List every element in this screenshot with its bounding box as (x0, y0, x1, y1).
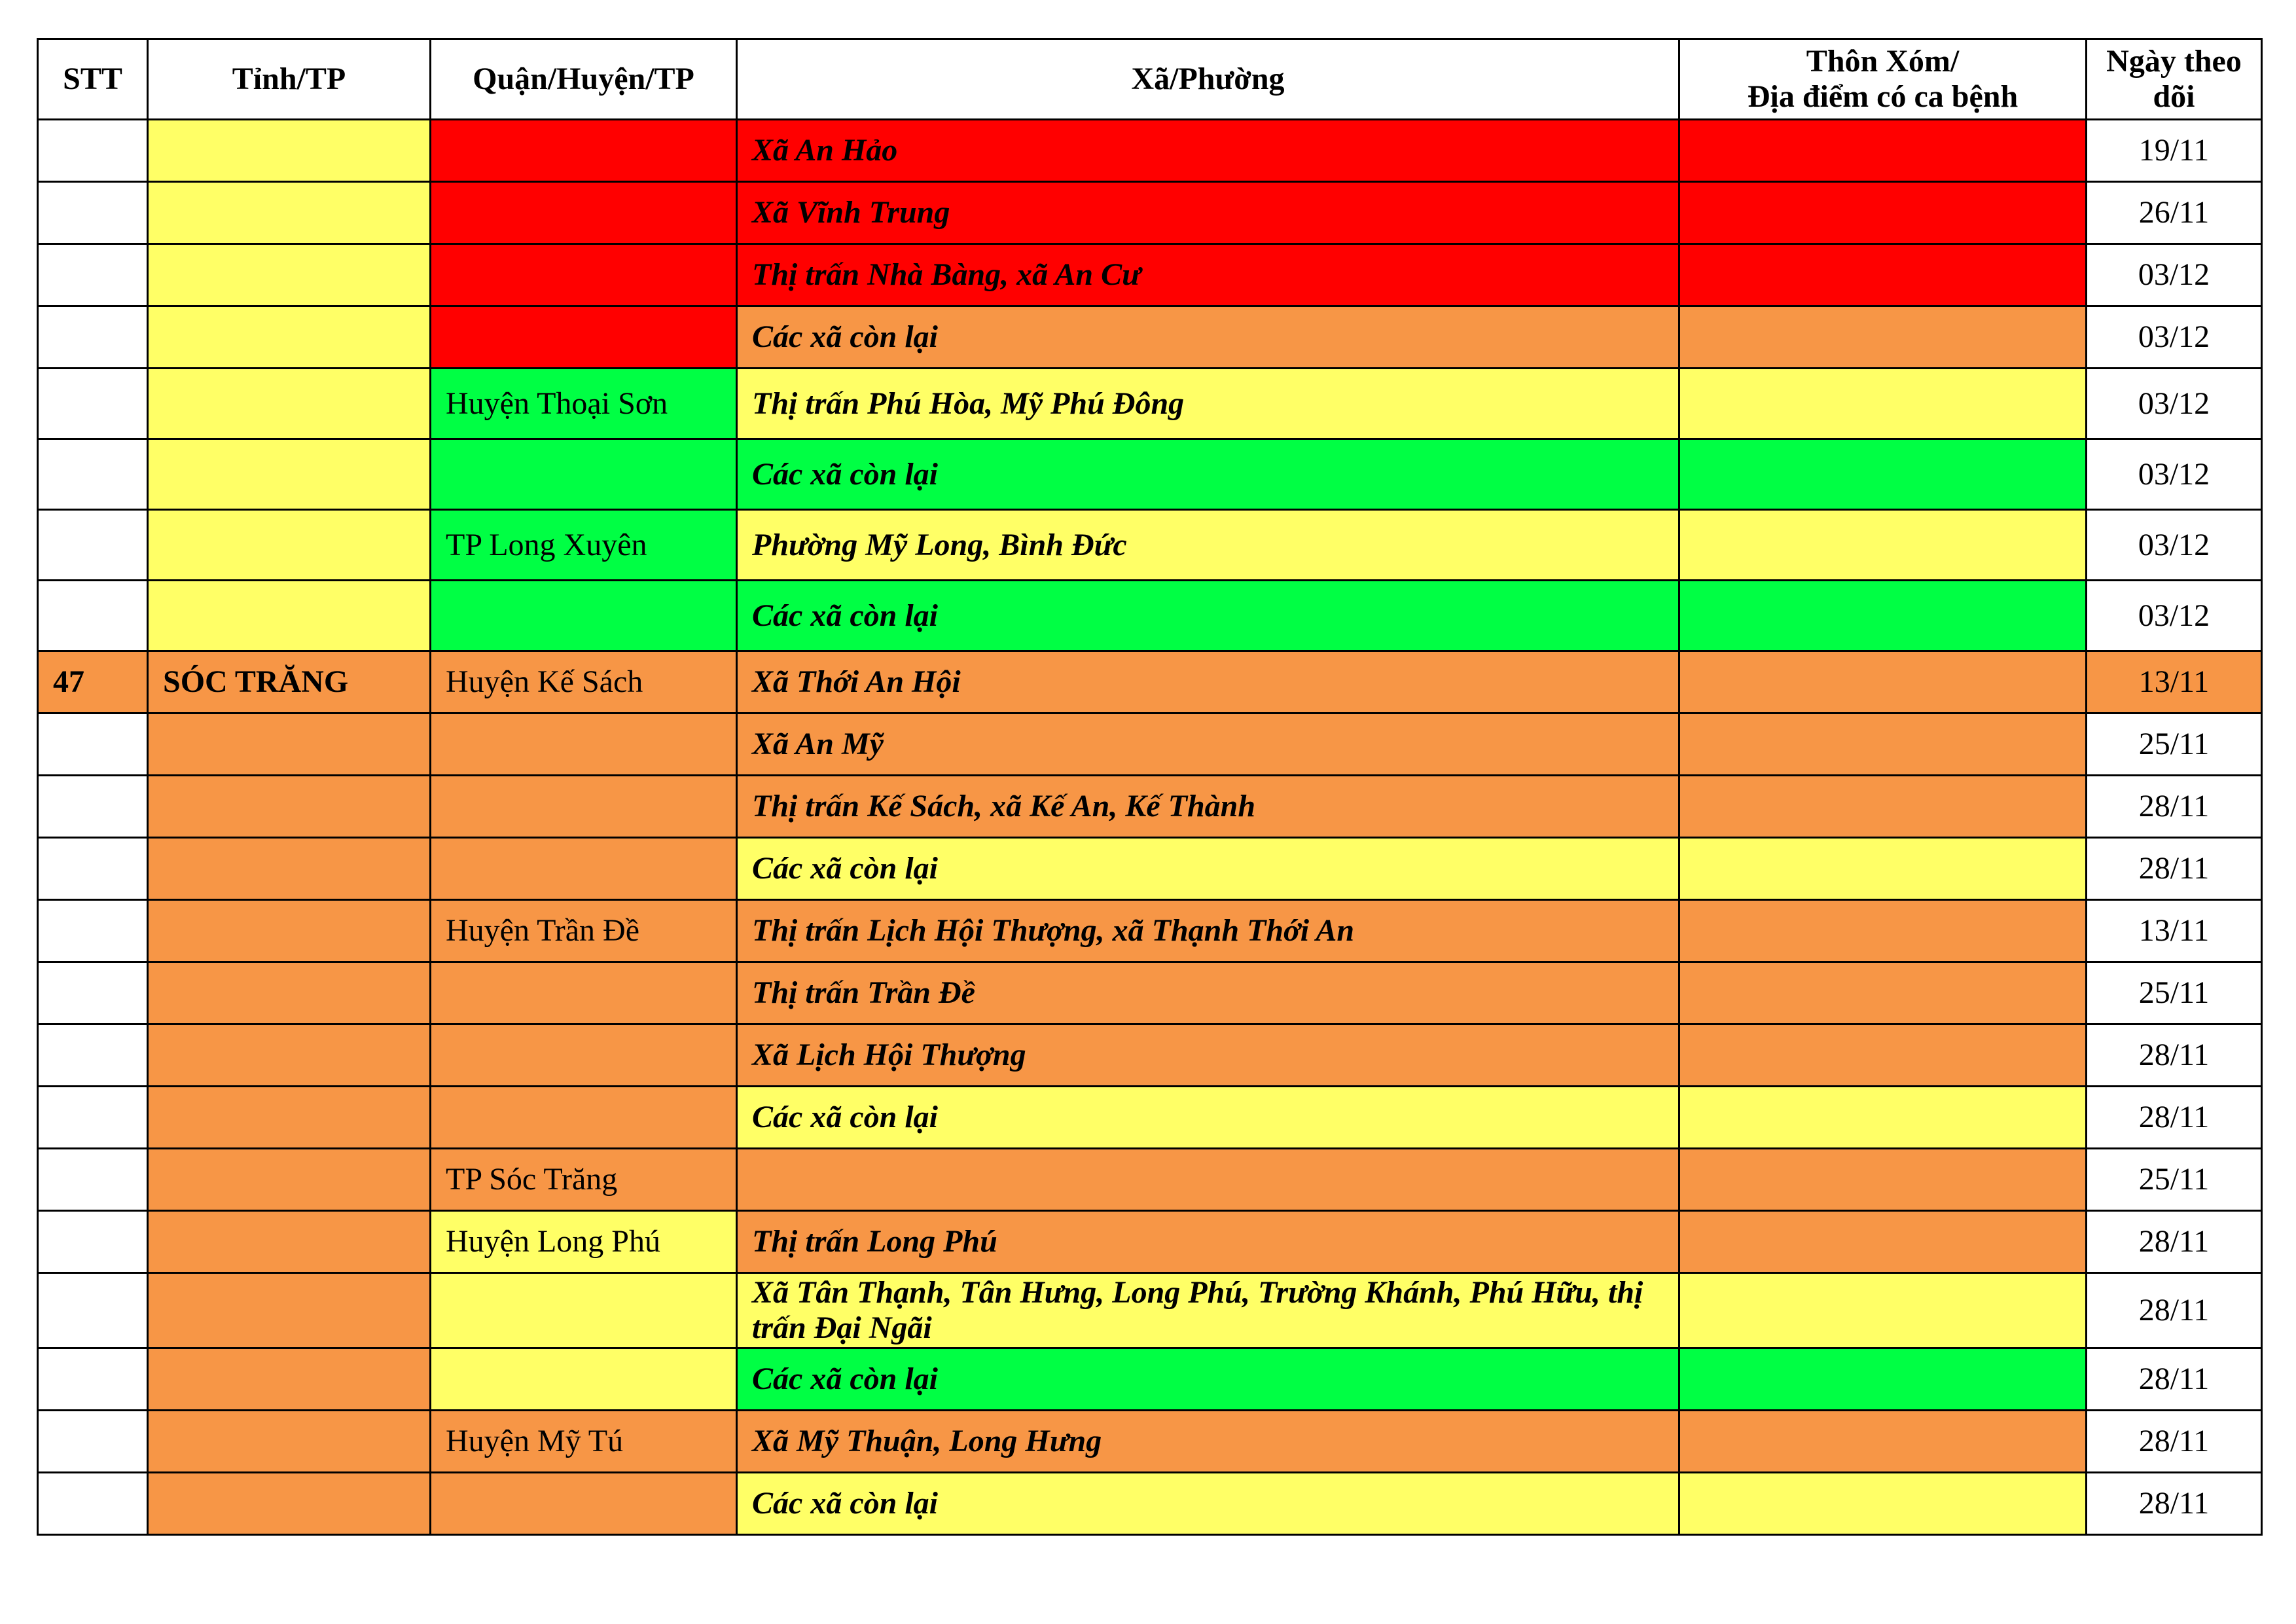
cell-hamlet (1679, 581, 2087, 651)
cell-hamlet (1679, 838, 2087, 900)
cell-stt (38, 306, 148, 369)
cell-stt (38, 1273, 148, 1348)
cell-district (431, 306, 737, 369)
cell-stt (38, 1211, 148, 1273)
cell-stt (38, 120, 148, 182)
cell-district (431, 182, 737, 244)
cell-commune: Xã Mỹ Thuận, Long Hưng (737, 1411, 1679, 1473)
cell-district: Huyện Trần Đề (431, 900, 737, 962)
header-province: Tỉnh/TP (148, 39, 431, 120)
cell-hamlet (1679, 244, 2087, 306)
header-district: Quận/Huyện/TP (431, 39, 737, 120)
cell-district (431, 1273, 737, 1348)
cell-stt (38, 1348, 148, 1411)
cell-stt: 47 (38, 651, 148, 713)
cell-hamlet (1679, 962, 2087, 1024)
cell-province (148, 306, 431, 369)
cell-hamlet (1679, 776, 2087, 838)
cell-commune (737, 1149, 1679, 1211)
cell-stt (38, 369, 148, 439)
cell-district (431, 1024, 737, 1087)
cell-commune: Các xã còn lại (737, 439, 1679, 510)
cell-date: 03/12 (2087, 439, 2262, 510)
table-row (38, 1087, 2262, 1149)
cell-province (148, 1473, 431, 1535)
cell-date: 28/11 (2087, 1473, 2262, 1535)
cell-stt (38, 1411, 148, 1473)
table-row (38, 838, 2262, 900)
cell-date: 28/11 (2087, 1348, 2262, 1411)
cell-date: 19/11 (2087, 120, 2262, 182)
cell-commune: Thị trấn Kế Sách, xã Kế An, Kế Thành (737, 776, 1679, 838)
cell-commune: Phường Mỹ Long, Bình Đức (737, 510, 1679, 581)
header-commune: Xã/Phường (737, 39, 1679, 120)
cell-hamlet (1679, 439, 2087, 510)
cell-date: 03/12 (2087, 244, 2262, 306)
cell-commune: Thị trấn Long Phú (737, 1211, 1679, 1273)
cell-commune: Thị trấn Lịch Hội Thượng, xã Thạnh Thới An (737, 900, 1679, 962)
cell-stt (38, 1087, 148, 1149)
cell-district (431, 713, 737, 776)
cell-date: 25/11 (2087, 962, 2262, 1024)
covid-risk-table (37, 38, 2263, 1536)
cell-commune: Các xã còn lại (737, 581, 1679, 651)
cell-province (148, 1149, 431, 1211)
table-row (38, 369, 2262, 439)
cell-district: Huyện Thoại Sơn (431, 369, 737, 439)
cell-hamlet (1679, 1473, 2087, 1535)
table-row (38, 651, 2262, 713)
cell-date: 03/12 (2087, 369, 2262, 439)
header-date-line2: dõi (2153, 79, 2195, 114)
cell-stt (38, 581, 148, 651)
cell-commune: Thị trấn Phú Hòa, Mỹ Phú Đông (737, 369, 1679, 439)
cell-stt (38, 1024, 148, 1087)
cell-hamlet (1679, 369, 2087, 439)
cell-commune: Xã Vĩnh Trung (737, 182, 1679, 244)
table-row (38, 244, 2262, 306)
cell-province (148, 1411, 431, 1473)
cell-commune: Xã Tân Thạnh, Tân Hưng, Long Phú, Trường Khánh, Phú Hữu, thị trấn Đại Ngãi (737, 1273, 1679, 1348)
cell-stt (38, 439, 148, 510)
cell-district (431, 1473, 737, 1535)
cell-date: 28/11 (2087, 1411, 2262, 1473)
header-date (2087, 39, 2262, 120)
table-row (38, 1024, 2262, 1087)
header-hamlet-line1: Thôn Xóm/ (1806, 44, 1960, 79)
table-row (38, 510, 2262, 581)
cell-commune: Xã Thới An Hội (737, 651, 1679, 713)
cell-commune: Xã An Hảo (737, 120, 1679, 182)
cell-district (431, 1348, 737, 1411)
table-row (38, 439, 2262, 510)
cell-date: 28/11 (2087, 776, 2262, 838)
cell-commune: Các xã còn lại (737, 838, 1679, 900)
table-row (38, 581, 2262, 651)
cell-commune: Thị trấn Trần Đề (737, 962, 1679, 1024)
table-row (38, 1473, 2262, 1535)
cell-province (148, 713, 431, 776)
table-row (38, 306, 2262, 369)
cell-province (148, 1348, 431, 1411)
cell-commune: Các xã còn lại (737, 1087, 1679, 1149)
cell-hamlet (1679, 1087, 2087, 1149)
cell-province (148, 776, 431, 838)
cell-hamlet (1679, 182, 2087, 244)
cell-district: Huyện Kế Sách (431, 651, 737, 713)
cell-district (431, 581, 737, 651)
cell-date: 03/12 (2087, 510, 2262, 581)
cell-province (148, 581, 431, 651)
cell-commune: Xã An Mỹ (737, 713, 1679, 776)
cell-hamlet (1679, 1149, 2087, 1211)
cell-commune: Các xã còn lại (737, 1473, 1679, 1535)
cell-province (148, 1024, 431, 1087)
cell-province (148, 900, 431, 962)
table-row (38, 713, 2262, 776)
cell-commune: Thị trấn Nhà Bàng, xã An Cư (737, 244, 1679, 306)
cell-date: 28/11 (2087, 1211, 2262, 1273)
cell-district (431, 244, 737, 306)
cell-stt (38, 1473, 148, 1535)
cell-date: 26/11 (2087, 182, 2262, 244)
cell-province (148, 1211, 431, 1273)
cell-hamlet (1679, 510, 2087, 581)
table-row (38, 120, 2262, 182)
header-hamlet (1679, 39, 2087, 120)
table-row (38, 962, 2262, 1024)
table-row (38, 776, 2262, 838)
table-row (38, 900, 2262, 962)
cell-date: 28/11 (2087, 1087, 2262, 1149)
cell-stt (38, 182, 148, 244)
cell-district (431, 439, 737, 510)
cell-commune: Các xã còn lại (737, 306, 1679, 369)
cell-hamlet (1679, 1211, 2087, 1273)
cell-province (148, 1273, 431, 1348)
cell-province (148, 510, 431, 581)
cell-commune: Xã Lịch Hội Thượng (737, 1024, 1679, 1087)
cell-date: 28/11 (2087, 838, 2262, 900)
cell-district: Huyện Long Phú (431, 1211, 737, 1273)
header-stt: STT (38, 39, 148, 120)
cell-province (148, 244, 431, 306)
cell-district: Huyện Mỹ Tú (431, 1411, 737, 1473)
cell-commune: Các xã còn lại (737, 1348, 1679, 1411)
cell-hamlet (1679, 120, 2087, 182)
cell-district (431, 776, 737, 838)
cell-stt (38, 1149, 148, 1211)
header-date-line1: Ngày theo (2106, 44, 2242, 79)
cell-province (148, 838, 431, 900)
cell-date: 28/11 (2087, 1273, 2262, 1348)
cell-stt (38, 776, 148, 838)
cell-province (148, 962, 431, 1024)
cell-stt (38, 244, 148, 306)
cell-date: 03/12 (2087, 306, 2262, 369)
cell-province (148, 120, 431, 182)
cell-hamlet (1679, 900, 2087, 962)
table-row (38, 1211, 2262, 1273)
cell-hamlet (1679, 306, 2087, 369)
cell-province (148, 369, 431, 439)
cell-stt (38, 713, 148, 776)
cell-date: 13/11 (2087, 651, 2262, 713)
cell-hamlet (1679, 713, 2087, 776)
cell-hamlet (1679, 1411, 2087, 1473)
cell-date: 28/11 (2087, 1024, 2262, 1087)
cell-district (431, 962, 737, 1024)
header-hamlet-line2: Địa điểm có ca bệnh (1747, 79, 2018, 114)
table-row (38, 1348, 2262, 1411)
cell-date: 03/12 (2087, 581, 2262, 651)
cell-district (431, 838, 737, 900)
cell-district: TP Long Xuyên (431, 510, 737, 581)
cell-stt (38, 510, 148, 581)
cell-date: 25/11 (2087, 713, 2262, 776)
cell-province (148, 439, 431, 510)
cell-hamlet (1679, 1024, 2087, 1087)
cell-date: 13/11 (2087, 900, 2262, 962)
cell-date: 25/11 (2087, 1149, 2262, 1211)
cell-province: SÓC TRĂNG (148, 651, 431, 713)
cell-province (148, 182, 431, 244)
cell-hamlet (1679, 1348, 2087, 1411)
cell-district (431, 1087, 737, 1149)
cell-stt (38, 900, 148, 962)
cell-stt (38, 962, 148, 1024)
cell-stt (38, 838, 148, 900)
table-row (38, 182, 2262, 244)
table-row (38, 1273, 2262, 1348)
cell-hamlet (1679, 1273, 2087, 1348)
table-row (38, 1149, 2262, 1211)
table-row (38, 1411, 2262, 1473)
cell-district (431, 120, 737, 182)
cell-hamlet (1679, 651, 2087, 713)
cell-district: TP Sóc Trăng (431, 1149, 737, 1211)
cell-province (148, 1087, 431, 1149)
table-header-row (38, 39, 2262, 120)
